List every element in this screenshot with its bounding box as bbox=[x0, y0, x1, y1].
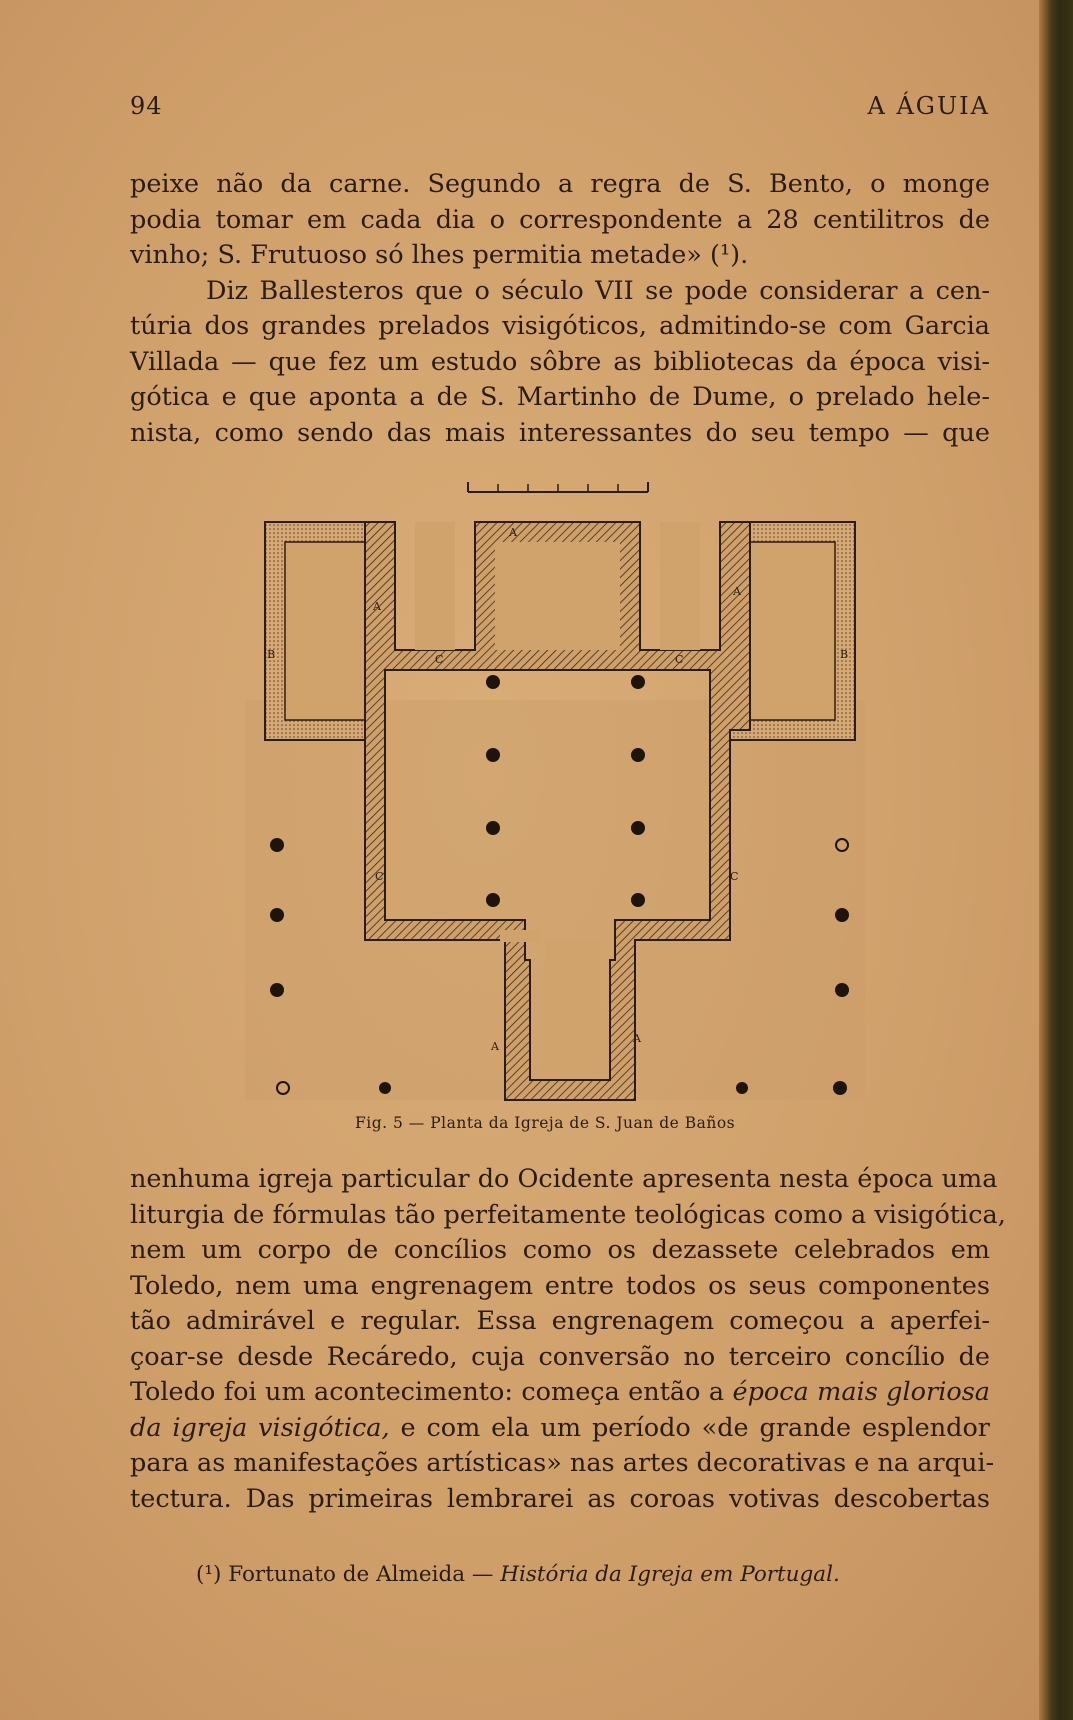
italic-text-run: da igreja visigótica, bbox=[130, 1412, 390, 1443]
figure-caption: Fig. 5 — Planta da Igreja de S. Juan de Baños bbox=[355, 1114, 736, 1132]
text-line bbox=[130, 1411, 990, 1447]
italic-text-run: época mais gloriosa bbox=[732, 1377, 990, 1407]
column bbox=[835, 908, 849, 922]
plan-label-c: C bbox=[435, 653, 444, 666]
scale-bar bbox=[468, 482, 648, 492]
column bbox=[835, 983, 849, 997]
bottom-paragraph bbox=[130, 1162, 1006, 1517]
plan-label-b: B bbox=[267, 648, 276, 661]
text-line: nem um corpo de concílios como os dezassete celebrados em bbox=[130, 1235, 990, 1265]
text-line: para as manifestações artísticas» nas artes decorativas e na arqui- bbox=[130, 1448, 995, 1478]
column bbox=[631, 748, 645, 762]
plan-label-a: A bbox=[509, 526, 517, 539]
column bbox=[486, 893, 500, 907]
right-chapel-interior bbox=[660, 522, 700, 650]
text-run: e com ela um período «de grande esplendor bbox=[389, 1412, 990, 1443]
floor-plan-drawing bbox=[245, 460, 895, 1140]
column bbox=[486, 821, 500, 835]
column bbox=[631, 821, 645, 835]
footnote-title: História da Igreja em Portugal. bbox=[500, 1562, 840, 1587]
text-line: Villada — que fez um estudo sôbre as bibliotecas da época visi- bbox=[130, 346, 990, 377]
plan-label-a: A bbox=[733, 585, 741, 598]
top-paragraphs bbox=[130, 167, 990, 451]
left-chapel-interior bbox=[415, 522, 455, 650]
page-edge-shadow bbox=[1039, 0, 1073, 1720]
plan-label-c: C bbox=[730, 870, 739, 883]
text-line: tectura. Das primeiras lembrarei as coroas votivas descobertas bbox=[130, 1483, 990, 1514]
column bbox=[379, 1082, 391, 1094]
column bbox=[631, 893, 645, 907]
text-line: liturgia de fórmulas tão perfeitamente teológicas como a visigótica, bbox=[130, 1199, 1006, 1230]
text-line: nista, como sendo das mais interessantes do seu tempo — que bbox=[130, 417, 990, 448]
column bbox=[270, 838, 284, 852]
text-line bbox=[130, 1375, 990, 1411]
text-line: Toledo, nem uma engrenagem entre todos os seus componentes bbox=[130, 1270, 990, 1301]
text-line: tão admirável e regular. Essa engrenagem começou a aperfei- bbox=[130, 1306, 990, 1336]
text-line: çoar-se desde Recáredo, cuja conversão no terceiro concílio de bbox=[130, 1341, 990, 1372]
text-line: túria dos grandes prelados visigóticos, admitindo-se com Garcia bbox=[130, 311, 990, 341]
column bbox=[486, 675, 500, 689]
plan-label-a: A bbox=[633, 1032, 641, 1045]
column bbox=[833, 1081, 847, 1095]
church-floor-plan-figure bbox=[245, 460, 895, 1140]
text-line: peixe não da carne. Segundo a regra de S. Bento, o monge bbox=[130, 169, 990, 199]
plan-label-c: C bbox=[375, 870, 384, 883]
column bbox=[270, 908, 284, 922]
column bbox=[631, 675, 645, 689]
text-run: Toledo foi um acontecimento: começa então a bbox=[130, 1377, 733, 1407]
text-line: nenhuma igreja particular do Ocidente apresenta nesta época uma bbox=[130, 1164, 998, 1194]
text-line: podia tomar em cada dia o correspondente a 28 centilitros de bbox=[130, 204, 990, 235]
footnote-author: Fortunato de Almeida — bbox=[221, 1562, 501, 1587]
porch-interior bbox=[545, 940, 600, 1070]
column bbox=[270, 983, 284, 997]
doorway bbox=[500, 930, 540, 942]
text-line: Diz Ballesteros que o século VII se pode considerar a cen- bbox=[206, 275, 990, 306]
footnote-marker: (¹) bbox=[196, 1562, 222, 1587]
text-line: gótica e que aponta a de S. Martinho de Dume, o prelado hele- bbox=[130, 382, 990, 412]
column bbox=[486, 748, 500, 762]
page-header bbox=[130, 92, 990, 122]
footnote bbox=[196, 1562, 956, 1587]
running-title: A ÁGUIA bbox=[867, 92, 990, 120]
plan-label-c: C bbox=[675, 653, 684, 666]
page-number: 94 bbox=[130, 92, 163, 120]
apse-interior bbox=[495, 542, 620, 650]
column bbox=[736, 1082, 748, 1094]
plan-label-a: A bbox=[491, 1040, 499, 1053]
text-line: vinho; S. Frutuoso só lhes permitia metade» (¹). bbox=[130, 240, 749, 270]
plan-label-a: A bbox=[373, 600, 381, 613]
plan-label-b: B bbox=[840, 648, 849, 661]
